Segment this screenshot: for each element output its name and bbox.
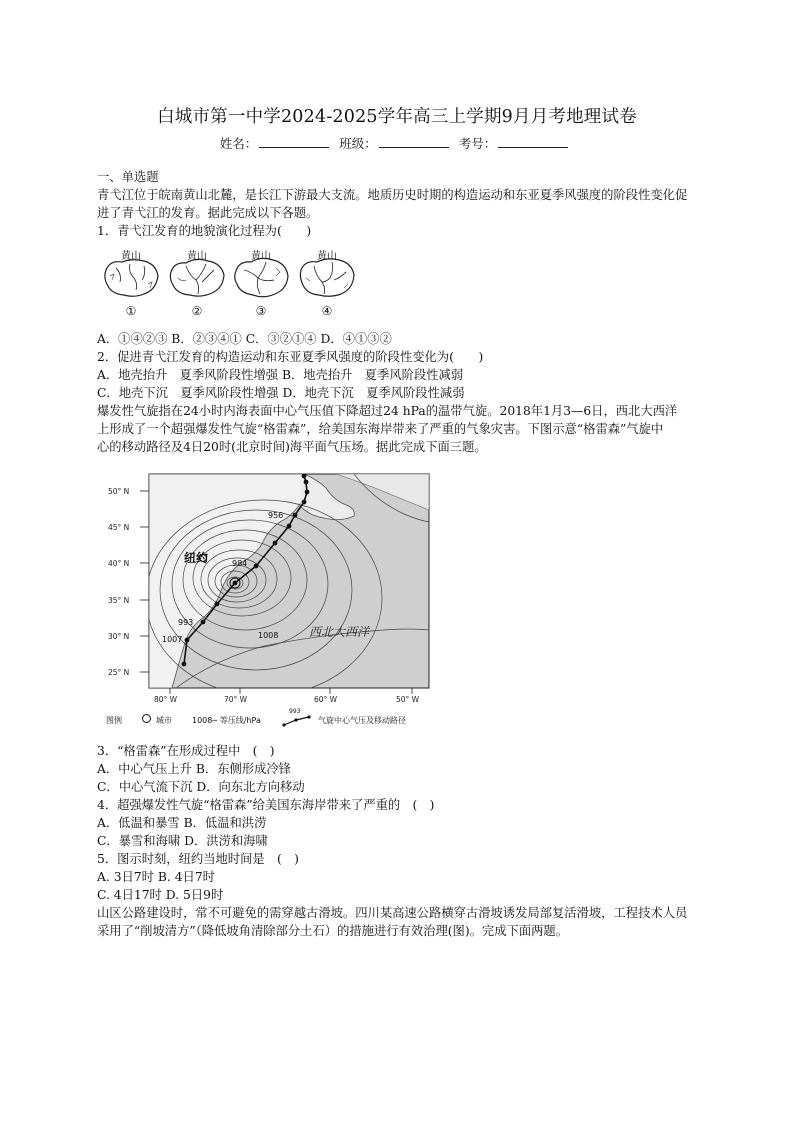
landform-thumb-2: 黄山 ②: [166, 248, 228, 318]
landform-thumb-1: 黄山 ①: [100, 248, 162, 318]
legend-track-value: 993: [289, 708, 301, 715]
questions-3-5: [97, 742, 701, 940]
id-blank[interactable]: [498, 135, 568, 148]
city-legend-icon: [142, 714, 151, 723]
name-label: 姓名：: [219, 136, 258, 151]
legend-title: 图例: [106, 716, 122, 725]
passage-line: 山区公路建设时，常不可避免的需穿越古滑坡。四川某高速公路横穿古滑坡诱发局部复活滑坡，工程技术人员: [97, 906, 688, 920]
passage-line: 采用了“削坡清方”（降低坡角清除部分土石）的措施进行有效治理(图)。完成下面两题。: [97, 924, 569, 938]
name-blank[interactable]: [259, 135, 329, 148]
question-5-option-line: C. 4日17时 D. 5日9时: [97, 888, 224, 902]
lon-label: 60° W: [314, 695, 338, 704]
question-5-stem: 5．图示时刻，纽约当地时间是 ( ): [97, 852, 299, 866]
lat-label: 40° N: [108, 559, 130, 568]
lat-label: 35° N: [108, 596, 130, 605]
student-info-line: [0, 134, 794, 152]
passage-qingyi: [97, 186, 701, 240]
lon-label: 80° W: [154, 695, 178, 704]
landform-thumb-3: 黄山 ③: [230, 248, 292, 318]
isobar-label: 956: [268, 511, 284, 520]
legend-city: 城市: [156, 716, 172, 725]
question-3-stem: 3．“格雷森”在形成过程中 ( ): [97, 744, 275, 758]
class-label: 班级：: [339, 136, 377, 151]
passage-line: 上形成了一个超强爆发性气旋“格雷森”，给美国东海岸带来了严重的气象灾害。下图示意“格雷森”气旋中: [97, 422, 664, 436]
question-2-option-line: A．地壳抬升 夏季风阶段性增强 B．地壳抬升 夏季风阶段性减弱: [97, 368, 464, 382]
question-4-option-line: C．暴雪和海啸 D．洪涝和海啸: [97, 834, 268, 848]
section-heading: 一、单选题: [97, 170, 159, 184]
passage-line: 心的移动路径及4日20时(北京时间)海平面气压场。据此完成下面三题。: [97, 440, 487, 454]
landform-figure: [100, 248, 380, 318]
lat-label: 25° N: [108, 668, 130, 677]
lon-label: 70° W: [224, 695, 248, 704]
question-4-option-line: A．低温和暴雪 B．低温和洪涝: [97, 816, 267, 830]
id-label: 考号：: [458, 136, 497, 151]
cyclone-map-svg: [104, 470, 434, 710]
question-1-stem: 1．青弋江发育的地貌演化过程为( ): [97, 224, 312, 238]
class-blank[interactable]: [379, 135, 449, 148]
isobar-label: 1007: [162, 635, 183, 644]
question-3-option-line: A．中心气压上升 B．东侧形成冷锋: [97, 762, 291, 776]
question-2-option-line: C．地壳下沉 夏季风阶段性增强 D．地壳下沉 夏季风阶段性减弱: [97, 386, 465, 400]
question-3-option-line: C．中心气流下沉 D．向东北方向移动: [97, 780, 305, 794]
question-1-options: A．①④②③ B．②③④① C．③②①④ D．④①③②: [97, 332, 392, 346]
passage-line: 爆发性气旋指在24小时内海表面中心气压值下降超过24 hPa的温带气旋。2018年1月3—6日，西北大西洋: [97, 404, 678, 418]
isobar-label: 984: [232, 559, 248, 568]
legend-track: 气旋中心气压及移动路径: [318, 716, 406, 725]
legend-isobar: 1008─ 等压线/hPa: [192, 716, 261, 725]
questions-1-2: [97, 330, 701, 456]
lon-label: 50° W: [396, 695, 420, 704]
lat-label: 30° N: [108, 632, 130, 641]
track-legend-icon: [282, 715, 312, 727]
question-4-stem: 4．超强爆发性气旋“格雷森”给美国东海岸带来了严重的 ( ): [97, 798, 435, 812]
lat-label: 45° N: [108, 523, 130, 532]
sea-label: 西北大西洋: [309, 625, 370, 639]
city-label: 纽约: [184, 551, 209, 565]
question-5-option-line: A. 3日7时 B. 4日7时: [97, 870, 215, 884]
isobar-label: 993: [178, 618, 194, 627]
passage-line: 青弋江位于皖南黄山北麓，是长江下游最大支流。地质历史时期的构造运动和东亚夏季风强度的阶段性变化促: [97, 188, 688, 202]
exam-title: 白城市第一中学2024-2025学年高三上学期9月月考地理试卷: [157, 107, 637, 127]
isobar-label: 1008: [258, 631, 279, 640]
cyclone-map: [104, 470, 434, 730]
question-2-stem: 2．促进青弋江发育的构造运动和东亚夏季风强度的阶段性变化为( ): [97, 350, 484, 364]
passage-line: 进了青弋江的发育。据此完成以下各题。: [97, 206, 319, 220]
lat-label: 50° N: [108, 487, 130, 496]
map-legend: [106, 708, 436, 729]
landform-thumb-4: 黄山 ④: [296, 248, 358, 318]
